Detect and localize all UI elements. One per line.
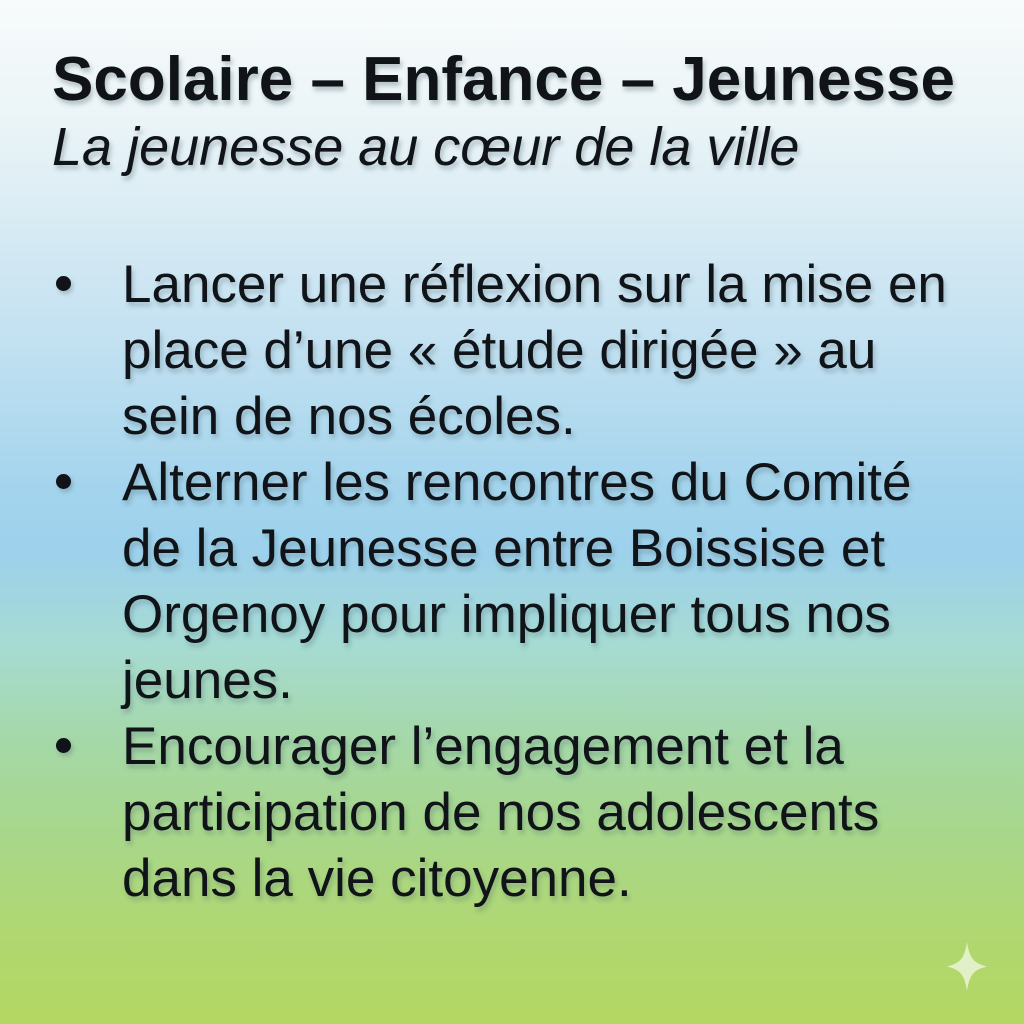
bullet-text: Alterner les rencontres du Comité de la Jeunesse entre Boissise et Orgenoy pour impliquer tous nos jeunes. xyxy=(122,453,912,710)
bullet-list xyxy=(52,252,970,912)
bullet-text: Encourager l’engagement et la participation de nos adolescents dans la vie citoyenne. xyxy=(122,717,880,908)
bullet-dot-icon xyxy=(56,738,71,753)
bullet-item xyxy=(52,450,970,714)
bullet-dot-icon xyxy=(56,276,71,291)
bullet-dot-icon xyxy=(56,474,71,489)
bullet-text: Lancer une réflexion sur la mise en place d’une « étude dirigée » au sein de nos écoles. xyxy=(122,255,947,446)
slide-subtitle: La jeunesse au cœur de la ville xyxy=(52,117,800,177)
slide-title: Scolaire – Enfance – Jeunesse xyxy=(52,45,955,114)
bullet-item xyxy=(52,252,970,450)
bullet-item xyxy=(52,714,970,912)
sparkle-icon xyxy=(946,941,988,992)
